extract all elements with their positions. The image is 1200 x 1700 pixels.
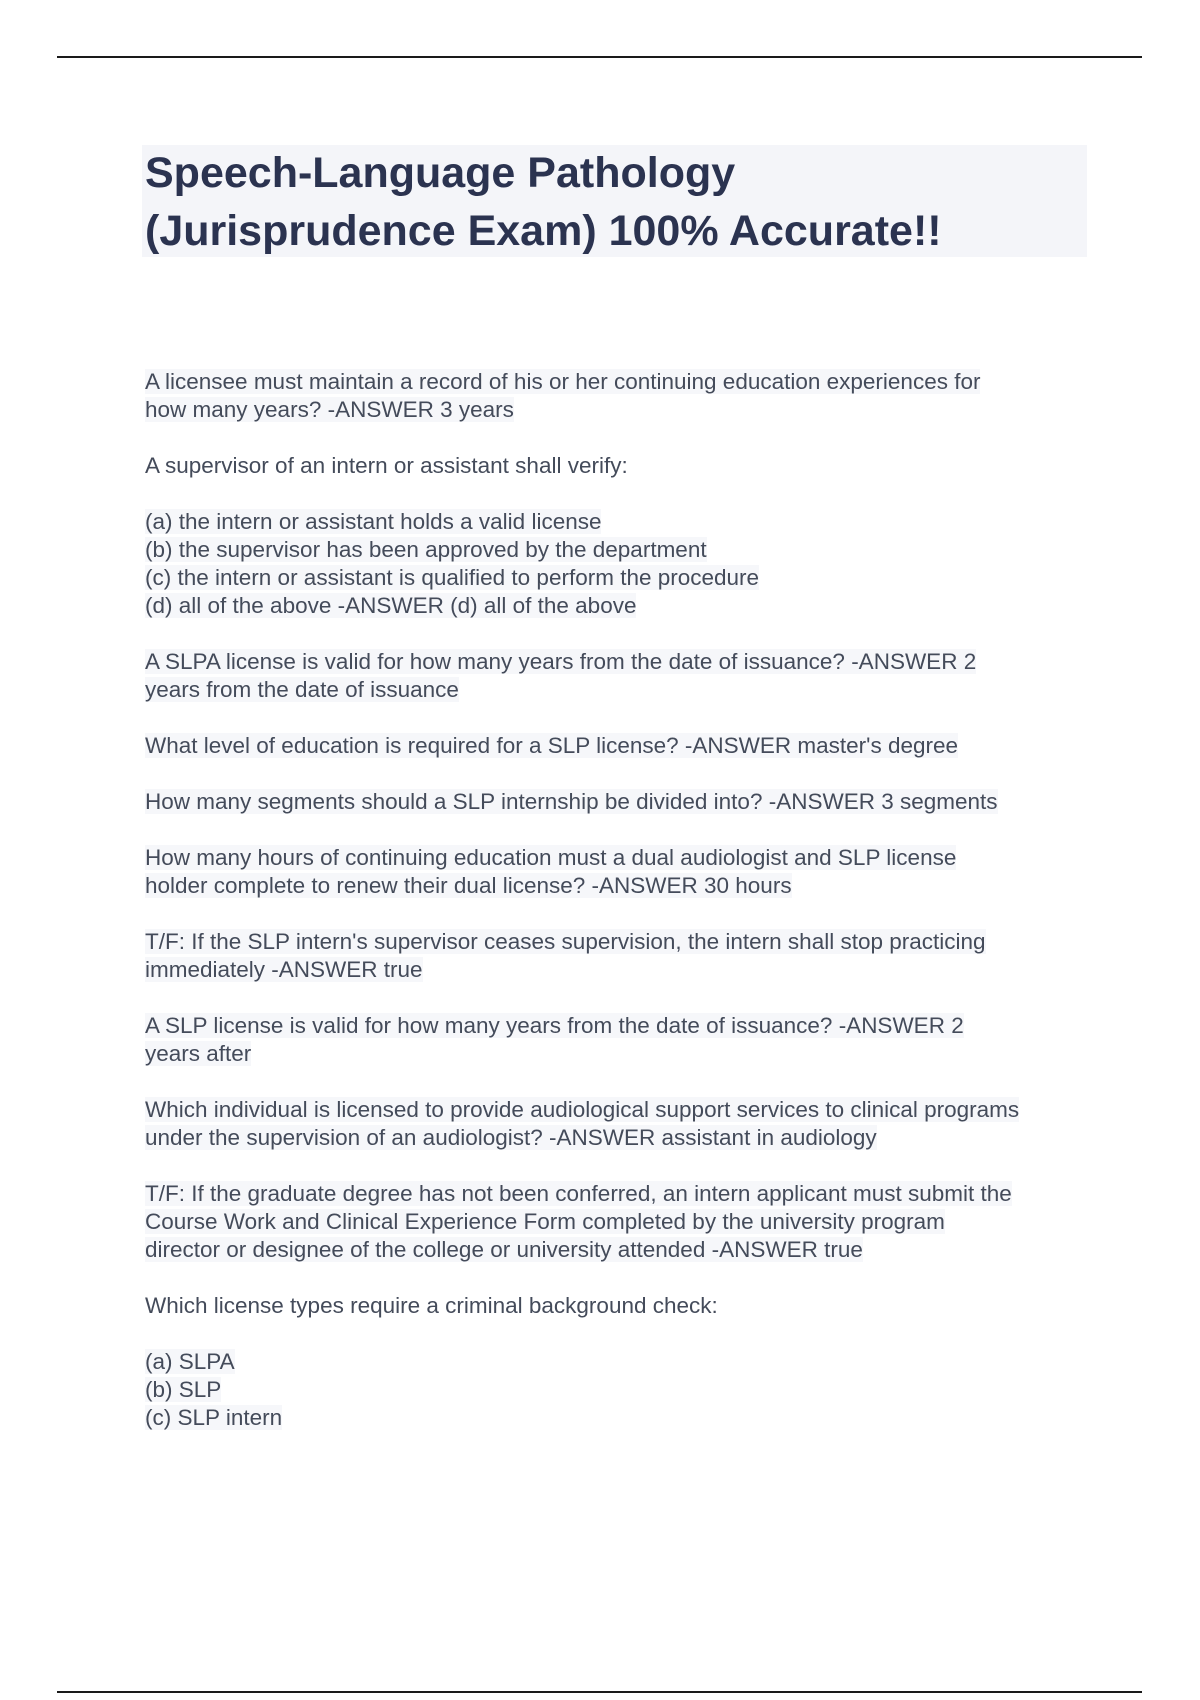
- text-line: (a) SLPA: [145, 1349, 235, 1374]
- text-line: how many years? -ANSWER 3 years: [145, 397, 514, 422]
- text-line: (c) SLP intern: [145, 1405, 283, 1430]
- text-line: (c) the intern or assistant is qualified to perform the procedure: [145, 565, 760, 590]
- text-line: A SLP license is valid for how many years from the date of issuance? -ANSWER 2: [145, 1013, 964, 1038]
- header-rule: [57, 56, 1142, 58]
- qa-item: [145, 1012, 1090, 1068]
- text-line: years after: [145, 1041, 252, 1066]
- text-line: (a) the intern or assistant holds a valid license: [145, 509, 602, 534]
- text-line: years from the date of issuance: [145, 677, 459, 702]
- text-line: T/F: If the graduate degree has not been conferred, an intern applicant must submit the: [145, 1181, 1012, 1206]
- text-line: A SLPA license is valid for how many years from the date of issuance? -ANSWER 2: [145, 649, 977, 674]
- text-line: Which license types require a criminal background check:: [145, 1293, 718, 1318]
- text-line: What level of education is required for a SLP license? -ANSWER master's degree: [145, 733, 959, 758]
- qa-item: [145, 928, 1090, 984]
- qa-item: [145, 1180, 1090, 1264]
- qa-item: [145, 1096, 1090, 1152]
- text-line: How many hours of continuing education must a dual audiologist and SLP license: [145, 845, 957, 870]
- text-line: T/F: If the SLP intern's supervisor ceases supervision, the intern shall stop practicing: [145, 929, 986, 954]
- text-line: A licensee must maintain a record of his or her continuing education experiences for: [145, 369, 981, 394]
- qa-item: [145, 732, 1090, 760]
- qa-item: [145, 788, 1090, 816]
- qa-item: [145, 844, 1090, 900]
- document-body: [145, 368, 1090, 1460]
- document-title-line-1: Speech-Language Pathology: [145, 149, 736, 197]
- text-line: How many segments should a SLP internship be divided into? -ANSWER 3 segments: [145, 789, 998, 814]
- text-line: Course Work and Clinical Experience Form completed by the university program: [145, 1209, 945, 1234]
- qa-item: [145, 1348, 1090, 1432]
- text-line: (b) SLP: [145, 1377, 222, 1402]
- document-title-line-2: (Jurisprudence Exam) 100% Accurate!!: [145, 207, 942, 255]
- text-line: (d) all of the above -ANSWER (d) all of the above: [145, 593, 637, 618]
- text-line: (b) the supervisor has been approved by the department: [145, 537, 707, 562]
- text-line: director or designee of the college or university attended -ANSWER true: [145, 1237, 863, 1262]
- qa-item: [145, 648, 1090, 704]
- qa-item: [145, 508, 1090, 620]
- text-line: under the supervision of an audiologist? -ANSWER assistant in audiology: [145, 1125, 877, 1150]
- text-line: immediately -ANSWER true: [145, 957, 423, 982]
- qa-item: [145, 452, 1090, 480]
- text-line: A supervisor of an intern or assistant shall verify:: [145, 453, 628, 478]
- text-line: Which individual is licensed to provide audiological support services to clinical programs: [145, 1097, 1020, 1122]
- qa-item: [145, 368, 1090, 424]
- qa-item: [145, 1292, 1090, 1320]
- text-line: holder complete to renew their dual license? -ANSWER 30 hours: [145, 873, 792, 898]
- footer-rule: [57, 1691, 1142, 1693]
